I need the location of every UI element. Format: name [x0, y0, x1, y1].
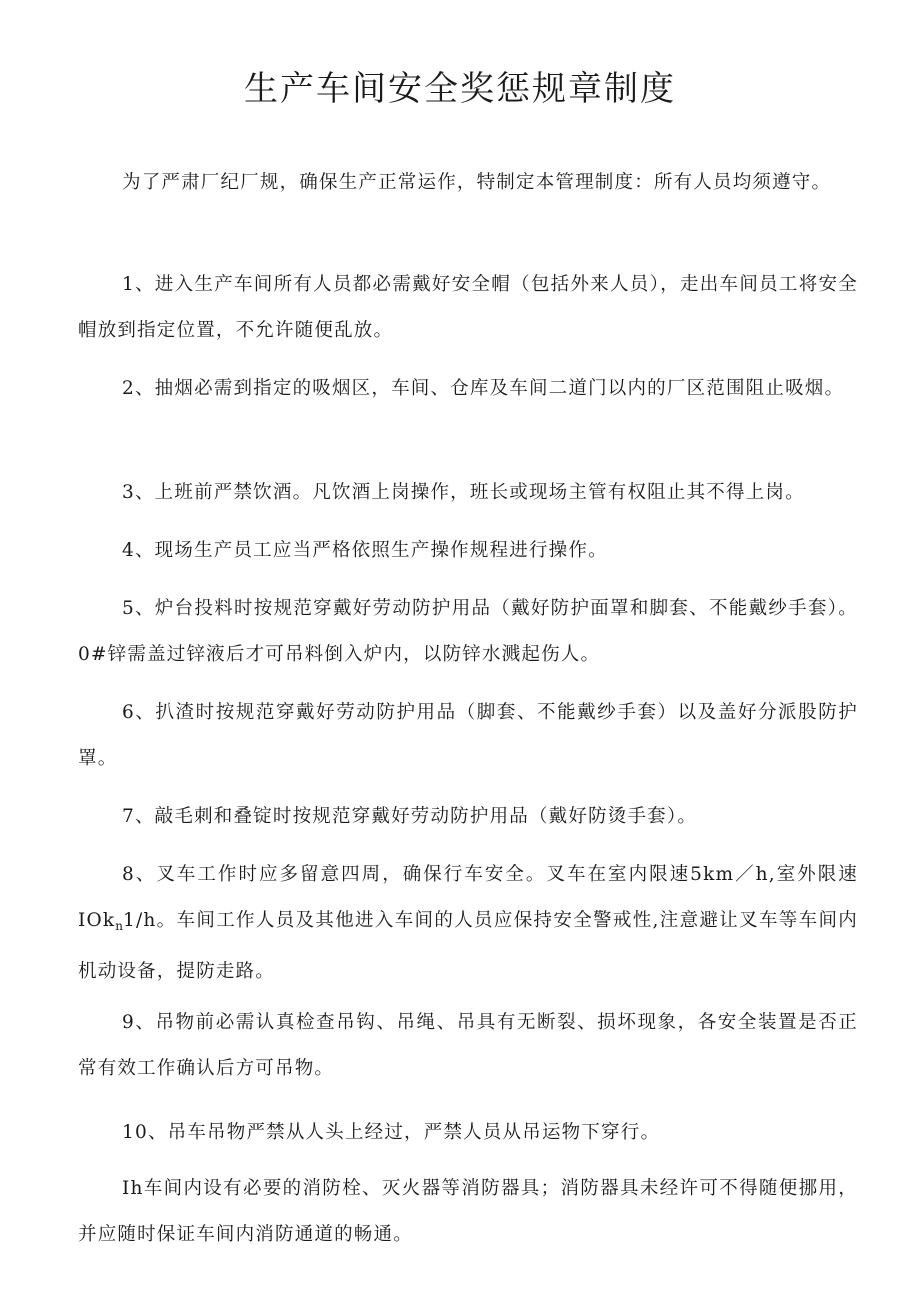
rule-9: 9、吊物前必需认真检查吊钩、吊绳、吊具有无断裂、损坏现象，各安全装置是否正常有效工作确认后方可吊物。	[78, 1012, 858, 1079]
intro-paragraph: 为了严肃厂纪厂规，确保生产正常运作，特制定本管理制度：所有人员均须遵守。	[122, 172, 832, 193]
rule-7: 7、敲毛刺和叠锭时按规范穿戴好劳动防护用品（戴好防烫手套）。	[122, 806, 698, 827]
rule-2: 2、抽烟必需到指定的吸烟区，车间、仓库及车间二道门以内的厂区范围阻止吸烟。	[122, 378, 845, 399]
rule-1: 1、进入生产车间所有人员都必需戴好安全帽（包括外来人员），走出车间员工将安全帽放到指定位置，不允许随便乱放。	[78, 274, 858, 341]
rule-8-subscript: n	[115, 919, 124, 933]
rule-11: Ih车间内设有必要的消防栓、灭火器等消防器具；消防器具未经许可不得随便挪用，并应随时保证车间内消防通道的畅通。	[78, 1178, 858, 1245]
rule-8-text-end: 1/h。车间工作人员及其他进入车间的人员应保持安全警戒性,注意避让叉车等车间内机动设备，提防走路。	[78, 910, 858, 982]
rule-10: 10、吊车吊物严禁从人头上经过，严禁人员从吊运物下穿行。	[122, 1122, 661, 1143]
rule-4: 4、现场生产员工应当严格依照生产操作规程进行操作。	[122, 540, 608, 561]
rule-5: 5、炉台投料时按规范穿戴好劳动防护用品（戴好防护面罩和脚套、不能戴纱手套）。0#锌需盖过锌液后才可吊料倒入炉内，以防锌水溅起伤人。	[78, 598, 858, 665]
rule-6: 6、扒渣时按规范穿戴好劳动防护用品（脚套、不能戴纱手套）以及盖好分派股防护罩。	[78, 702, 858, 769]
rule-3: 3、上班前严禁饮酒。凡饮酒上岗操作，班长或现场主管有权阻止其不得上岗。	[122, 482, 805, 503]
rule-8-text-start: 8、叉车工作时应多留意四周，确保行车安全。叉车在室内限速5km／h,室外限速IOk	[78, 864, 858, 931]
document-title: 生产车间安全奖惩规章制度	[244, 69, 676, 109]
rule-8	[78, 852, 858, 995]
